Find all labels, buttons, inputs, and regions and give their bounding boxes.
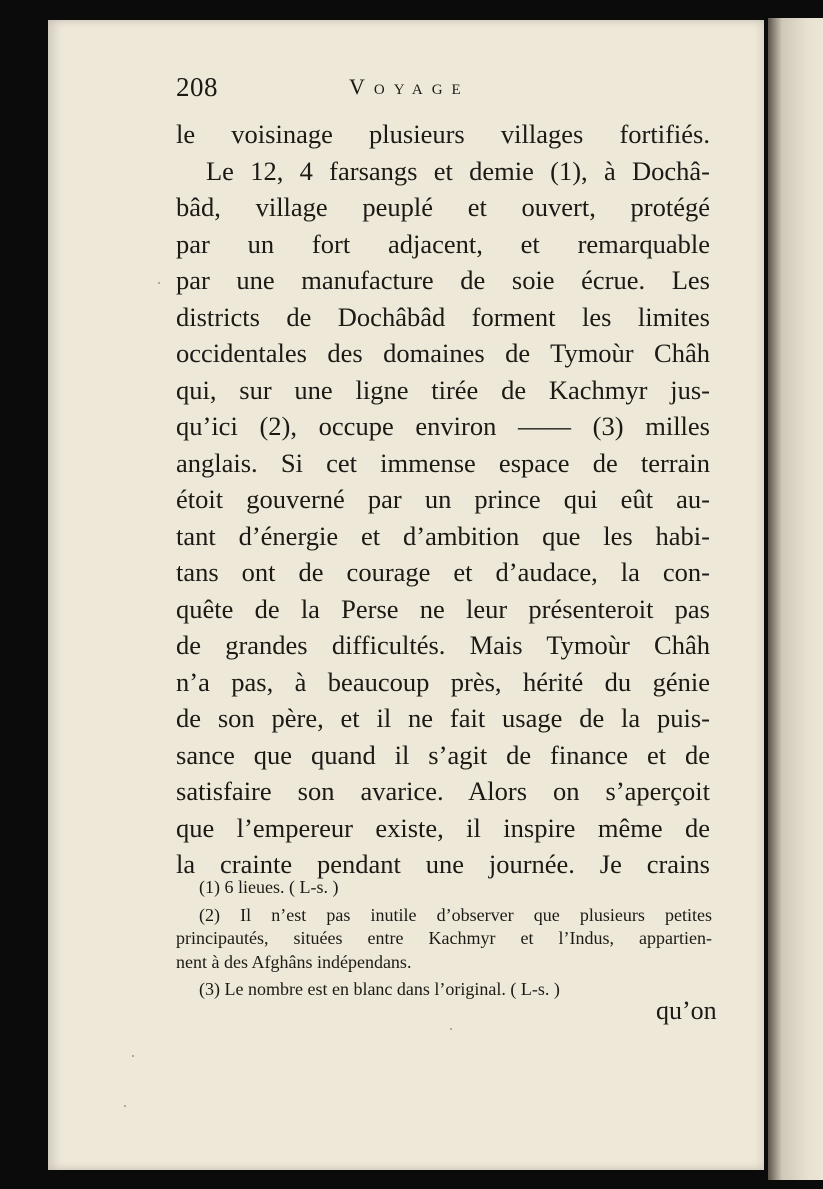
body-line: quête de la Perse ne leur présenteroit pas [176,593,710,624]
footnote-3: (3) Le nombre est en blanc dans l’original. ( L-s. ) [199,979,560,999]
footnote-2-line: principautés, situées entre Kachmyr et l’Indus, appartien- [176,928,712,948]
footnotes [176,876,712,1002]
book-page [48,20,764,1170]
running-head [176,72,696,112]
body-line: satisfaire son avarice. Alors on s’aperçoit [176,776,710,806]
body-line: occidentales des domaines de Tymoùr Châh [176,338,710,368]
catchword: qu’on [656,996,717,1025]
body-line: étoit gouverné par un prince qui eût au- [176,484,710,514]
body-line: anglais. Si cet immense espace de terrain [176,447,710,478]
body-line: par une manufacture de soie écrue. Les [176,265,710,295]
footnote-1: (1) 6 lieues. ( L-s. ) [199,877,339,897]
body-line: qu’ici (2), occupe environ —— (3) milles [176,411,710,441]
body-line: par un fort adjacent, et remarquable [176,228,710,259]
body-line: qui, sur une ligne tirée de Kachmyr jus- [176,374,710,405]
paper-speck [158,282,160,284]
adjacent-page-edge [768,18,823,1180]
body-line: Le 12, 4 farsangs et demie (1), à Dochâ- [206,155,710,186]
paper-speck [124,1105,126,1107]
body-text [176,116,710,883]
body-line: districts de Dochâbâd forment les limites [176,301,710,332]
body-line: n’a pas, à beaucoup près, hérité du génie [176,666,710,697]
running-title: Voyage [349,74,470,99]
body-line: la crainte pendant une journée. Je crains [176,849,710,879]
body-line: le voisinage plusieurs villages fortifiés. [176,119,710,149]
footnote-2-line: (2) Il n’est pas inutile d’observer que plusieurs petites [199,904,712,925]
paper-speck [450,1028,452,1030]
paper-speck [132,1055,134,1057]
body-line: tans ont de courage et d’audace, la con- [176,557,710,587]
body-line: de son père, et il ne fait usage de la puis- [176,703,710,733]
body-line: tant d’énergie et d’ambition que les habi- [176,520,710,551]
page-number: 208 [176,72,218,102]
body-line: sance que quand il s’agit de finance et de [176,739,710,770]
body-line: que l’empereur existe, il inspire même de [176,812,710,843]
footnote-2-line: nent à des Afghâns indépendans. [176,951,412,972]
body-line: de grandes difficultés. Mais Tymoùr Châh [176,630,710,660]
body-line: bâd, village peuplé et ouvert, protégé [176,192,710,222]
